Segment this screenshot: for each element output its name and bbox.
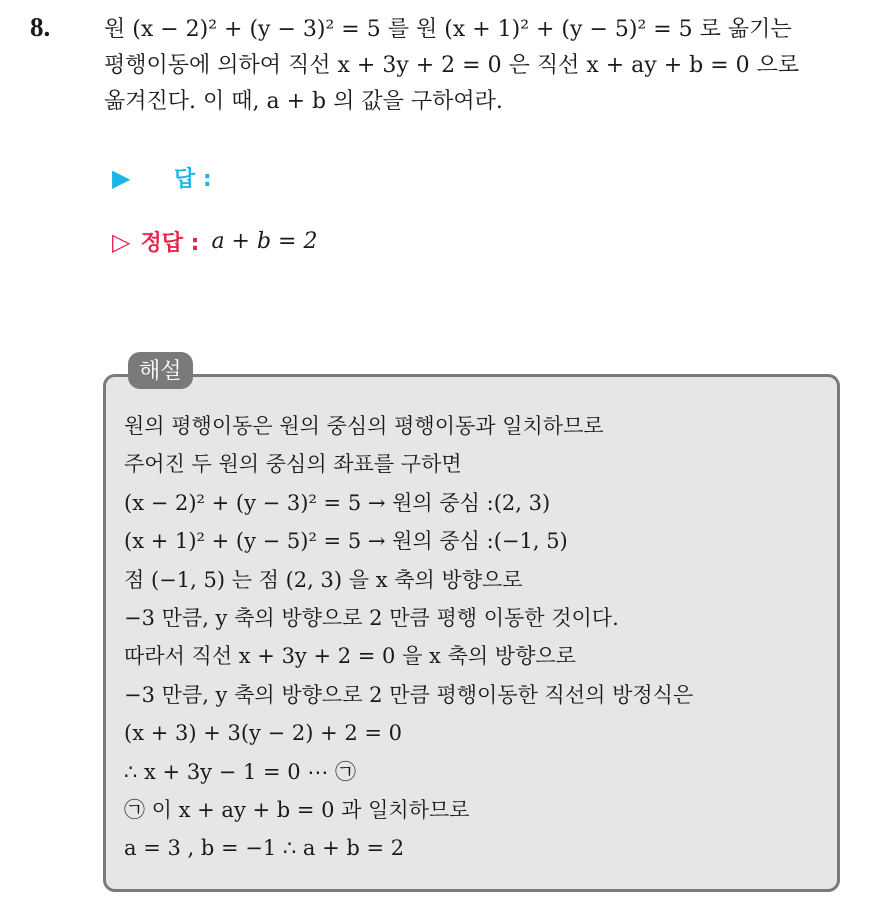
correct-answer-value: a + b = 2 <box>211 229 318 254</box>
explanation-line: ∴ x + 3y − 1 = 0 ⋯ ㉠ <box>124 759 357 784</box>
explanation-line: (x − 2)² + (y − 3)² = 5 → 원의 중심 :(2, 3) <box>124 490 551 515</box>
explanation-line: −3 만큼, y 축의 방향으로 2 만큼 평행이동한 직선의 방정식은 <box>124 682 694 707</box>
correct-answer-row <box>112 226 317 257</box>
explanation-lines <box>124 407 836 868</box>
correct-answer-arrow-icon: ▷ <box>112 227 131 256</box>
explanation-line: 주어진 두 원의 중심의 좌표를 구하면 <box>124 452 462 477</box>
problem-line: 원 (x − 2)² + (y − 3)² = 5 를 원 (x + 1)² + (y − 5)² = 5 로 옮기는 <box>104 17 792 42</box>
explanation-line: a = 3 , b = −1 ∴ a + b = 2 <box>124 836 405 861</box>
answer-label: 답 : <box>174 167 212 192</box>
correct-answer-label: 정답 : <box>140 231 200 256</box>
problem-number: 8. <box>30 12 51 42</box>
explanation-line: 점 (−1, 5) 는 점 (2, 3) 을 x 축의 방향으로 <box>124 567 523 592</box>
problem-line: 옮겨진다. 이 때, a + b 의 값을 구하여라. <box>104 89 503 114</box>
explanation-tab: 해설 <box>128 352 193 389</box>
answer-row <box>112 162 212 193</box>
problem-line: 평행이동에 의하여 직선 x + 3y + 2 = 0 은 직선 x + ay + b = 0 으로 <box>104 53 800 78</box>
problem-text <box>104 12 874 120</box>
explanation-line: ㉠ 이 x + ay + b = 0 과 일치하므로 <box>124 798 470 823</box>
explanation-line: 원의 평행이동은 원의 중심의 평행이동과 일치하므로 <box>124 414 604 438</box>
explanation-line: (x + 3) + 3(y − 2) + 2 = 0 <box>124 721 403 746</box>
explanation-line: 따라서 직선 x + 3y + 2 = 0 을 x 축의 방향으로 <box>124 644 576 669</box>
answer-arrow-icon: ▶ <box>112 163 131 192</box>
explanation-line: −3 만큼, y 축의 방향으로 2 만큼 평행 이동한 것이다. <box>124 606 619 631</box>
explanation-line: (x + 1)² + (y − 5)² = 5 → 원의 중심 :(−1, 5) <box>124 529 568 554</box>
